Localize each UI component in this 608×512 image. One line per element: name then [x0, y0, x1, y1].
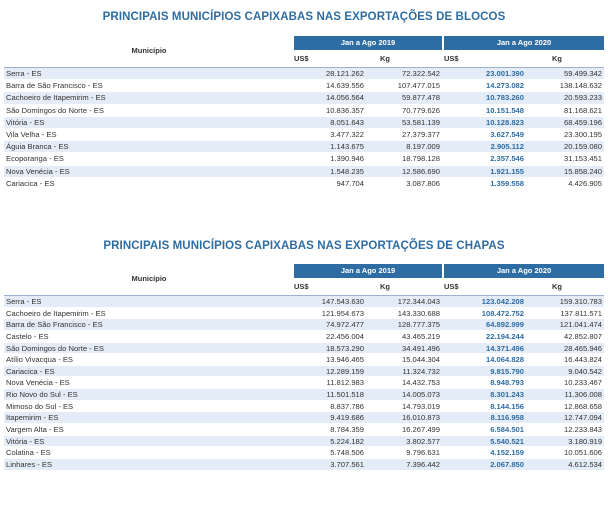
table-row: [4, 331, 604, 343]
cell-kg-2019: 8.197.009: [406, 142, 440, 152]
cell-usd-2020: 23.001.390: [485, 69, 524, 78]
cell-usd-2020: 22.194.244: [485, 331, 524, 341]
table-title-blocos: PRINCIPAIS MUNICÍPIOS CAPIXABAS NAS EXPORTAÇÕES DE BLOCOS: [102, 11, 506, 23]
cell-kg-2019: 128.777.375: [397, 320, 440, 330]
cell-usd-2020: 64.892.999: [485, 320, 524, 330]
cell-municipio: Serra - ES: [6, 69, 42, 78]
cell-municipio: Cariacica - ES: [6, 366, 55, 376]
cell-kg-2020: 10.051.606: [563, 448, 602, 458]
cell-usd-2019: 28.121.262: [325, 69, 364, 78]
cell-kg-2019: 11.324.732: [402, 366, 440, 376]
cell-usd-2020: 14.064.828: [485, 355, 524, 365]
table-row: [4, 436, 604, 448]
cell-usd-2019: 1.143.675: [330, 142, 364, 152]
cell-municipio: Nova Venécia - ES: [6, 166, 70, 176]
cell-kg-2019: 143.330.688: [397, 308, 440, 318]
table-row: [4, 92, 604, 104]
cell-kg-2019: 14.005.073: [401, 390, 440, 400]
cell-usd-2020: 10.783.260: [485, 93, 524, 103]
cell-kg-2019: 53.581.139: [401, 117, 440, 127]
table-row: [4, 447, 604, 459]
cell-usd-2020: 14.371.496: [485, 343, 524, 353]
cell-kg-2019: 12.586.690: [401, 166, 440, 176]
cell-kg-2019: 15.044.304: [401, 355, 440, 365]
cell-kg-2019: 18.798.128: [401, 154, 440, 164]
cell-kg-2020: 4.426.905: [568, 178, 602, 188]
cell-usd-2019: 3.477.322: [330, 129, 364, 139]
cell-municipio: Castelo - ES: [6, 331, 49, 341]
cell-usd-2019: 10.836.357: [325, 105, 364, 115]
cell-kg-2020: 121.041.474: [559, 320, 602, 330]
cell-usd-2019: 1.548.235: [330, 166, 364, 176]
cell-usd-2019: 8.051.643: [330, 117, 364, 127]
column-header-municipio: Município: [131, 46, 167, 55]
cell-usd-2020: 8.144.156: [490, 401, 524, 411]
cell-municipio: São Domingos do Norte - ES: [6, 105, 104, 115]
cell-municipio: Cachoeiro de Itapemirim - ES: [6, 93, 106, 103]
cell-municipio: Atílio Vivacqua - ES: [6, 355, 73, 365]
cell-kg-2019: 9.796.631: [406, 448, 440, 458]
table-row: [4, 343, 604, 355]
cell-kg-2020: 15.858.240: [563, 166, 602, 176]
cell-kg-2020: 20.593.233: [563, 93, 602, 103]
cell-kg-2019: 70.779.626: [401, 105, 440, 115]
cell-municipio: Colatina - ES: [6, 448, 51, 458]
cell-usd-2019: 8.784.359: [330, 425, 364, 435]
period-2020-header: Jan a Ago 2020: [444, 264, 604, 278]
cell-usd-2020: 123.042.208: [481, 297, 524, 306]
cell-kg-2020: 28.465.946: [563, 343, 602, 353]
cell-usd-2020: 14.273.082: [485, 81, 524, 91]
cell-municipio: Nova Venécia - ES: [6, 378, 70, 388]
cell-usd-2020: 1.921.155: [490, 166, 524, 176]
cell-usd-2019: 8.837.786: [330, 401, 364, 411]
period-2019-header: Jan a Ago 2019: [294, 36, 442, 50]
cell-usd-2019: 947.704: [336, 178, 364, 188]
cell-usd-2019: 1.390.946: [330, 154, 364, 164]
cell-municipio: Vitória - ES: [6, 436, 45, 446]
table-row: [4, 459, 604, 471]
cell-municipio: Barra de São Francisco - ES: [6, 81, 103, 91]
column-header-row: [4, 46, 604, 68]
cell-kg-2019: 14.432.753: [401, 378, 440, 388]
cell-kg-2020: 137.811.571: [560, 308, 602, 318]
period-2020-header: Jan a Ago 2020: [444, 36, 604, 50]
cell-kg-2020: 23.300.195: [563, 129, 602, 139]
cell-usd-2020: 2.357.546: [490, 154, 524, 164]
cell-usd-2019: 18.573.290: [325, 343, 364, 353]
table-row: [4, 308, 604, 320]
cell-kg-2019: 107.477.015: [397, 81, 440, 91]
cell-usd-2019: 13.946.465: [325, 355, 364, 365]
table-row: [4, 389, 604, 401]
table-chapas: [4, 264, 604, 471]
cell-kg-2019: 172.344.043: [397, 297, 440, 306]
table-row: [4, 153, 604, 165]
table-row: [4, 366, 604, 378]
cell-usd-2019: 3.707.561: [330, 459, 364, 469]
cell-municipio: Itapemirim - ES: [6, 413, 59, 423]
cell-usd-2019: 9.419.686: [330, 413, 364, 423]
cell-kg-2020: 31.153.451: [563, 154, 602, 164]
table-row: [4, 296, 604, 308]
cell-municipio: Ecoporanga - ES: [6, 154, 64, 164]
cell-usd-2020: 8.301.243: [490, 390, 524, 400]
table-row: [4, 354, 604, 366]
cell-usd-2020: 5.540.521: [490, 436, 524, 446]
table-body: [4, 296, 604, 471]
cell-kg-2020: 68.459.196: [563, 117, 602, 127]
table-row: [4, 178, 604, 190]
cell-kg-2020: 12.868.658: [563, 401, 602, 411]
cell-municipio: Barra de São Francisco - ES: [6, 320, 103, 330]
table-row: [4, 129, 604, 141]
table-row: [4, 141, 604, 153]
table-title-chapas: PRINCIPAIS MUNICÍPIOS CAPIXABAS NAS EXPORTAÇÕES DE CHAPAS: [103, 240, 505, 252]
cell-kg-2020: 12.233.843: [563, 425, 602, 435]
cell-municipio: Vargem Alta - ES: [6, 425, 64, 435]
cell-usd-2020: 2.067.850: [490, 459, 524, 469]
cell-usd-2020: 8.116.958: [490, 413, 524, 423]
cell-kg-2019: 14.793.019: [401, 401, 440, 411]
cell-usd-2019: 14.639.556: [325, 81, 364, 91]
column-header-municipio: Município: [131, 274, 167, 283]
cell-municipio: Águia Branca - ES: [6, 142, 69, 152]
cell-kg-2020: 12.747.094: [563, 413, 602, 423]
cell-kg-2020: 4.612.534: [568, 459, 602, 469]
cell-usd-2019: 5.224.182: [330, 436, 364, 446]
cell-usd-2020: 10.128.823: [485, 117, 524, 127]
cell-usd-2020: 8.948.793: [490, 378, 524, 388]
cell-usd-2020: 6.584.501: [490, 425, 524, 435]
cell-usd-2020: 4.152.159: [490, 448, 524, 458]
cell-kg-2020: 159.310.783: [559, 297, 602, 306]
cell-municipio: Serra - ES: [6, 297, 42, 306]
cell-kg-2019: 3.087.806: [406, 178, 440, 188]
cell-usd-2020: 9.815.790: [490, 366, 524, 376]
column-header-kg-2019: Kg: [380, 54, 390, 63]
table-row: [4, 166, 604, 178]
column-header-usd-2020: US$: [444, 54, 459, 63]
cell-kg-2019: 72.322.542: [401, 69, 440, 78]
table-row: [4, 424, 604, 436]
column-header-kg-2019: Kg: [380, 282, 390, 291]
cell-kg-2019: 16.010.873: [401, 413, 440, 423]
cell-usd-2019: 22.456.004: [325, 331, 364, 341]
cell-usd-2019: 147.543.630: [321, 297, 364, 306]
cell-municipio: Rio Novo do Sul - ES: [6, 390, 78, 400]
cell-kg-2019: 34.491.496: [401, 343, 440, 353]
cell-usd-2019: 121.954.673: [321, 308, 364, 318]
cell-municipio: Vitória - ES: [6, 117, 45, 127]
table-row: [4, 80, 604, 92]
column-header-usd-2019: US$: [294, 54, 309, 63]
cell-usd-2019: 14.056.564: [325, 93, 364, 103]
cell-kg-2019: 7.396.442: [406, 459, 440, 469]
cell-usd-2020: 108.472.752: [481, 308, 524, 318]
cell-usd-2020: 3.627.549: [490, 129, 524, 139]
cell-kg-2019: 3.802.577: [406, 436, 440, 446]
cell-municipio: Cariacica - ES: [6, 178, 55, 188]
cell-kg-2019: 16.267.499: [401, 425, 440, 435]
column-header-usd-2019: US$: [294, 282, 309, 291]
table-row: [4, 319, 604, 331]
cell-usd-2020: 1.359.558: [490, 178, 524, 188]
column-header-kg-2020: Kg: [552, 282, 562, 291]
column-header-row: [4, 274, 604, 296]
table-row: [4, 377, 604, 389]
cell-usd-2019: 12.289.159: [325, 366, 364, 376]
cell-kg-2020: 11.306.008: [564, 390, 602, 400]
cell-municipio: Cachoeiro de Itapemirim - ES: [6, 308, 106, 318]
cell-usd-2019: 74.972.477: [325, 320, 364, 330]
cell-kg-2020: 42.852.807: [563, 331, 602, 341]
cell-municipio: São Domingos do Norte - ES: [6, 343, 104, 353]
table-blocos: [4, 36, 604, 190]
cell-kg-2020: 138.148.632: [559, 81, 602, 91]
cell-kg-2020: 81.168.621: [563, 105, 602, 115]
cell-usd-2019: 11.501.518: [326, 390, 364, 400]
table-row: [4, 412, 604, 424]
cell-kg-2020: 9.040.542: [568, 366, 602, 376]
cell-kg-2020: 3.180.919: [568, 436, 602, 446]
period-2019-header: Jan a Ago 2019: [294, 264, 442, 278]
cell-usd-2019: 11.812.983: [326, 378, 364, 388]
table-row: [4, 105, 604, 117]
cell-kg-2020: 59.499.342: [563, 69, 602, 78]
cell-kg-2020: 10.233.467: [563, 378, 602, 388]
column-header-kg-2020: Kg: [552, 54, 562, 63]
cell-kg-2020: 20.159.080: [563, 142, 602, 152]
cell-usd-2019: 5.748.506: [330, 448, 364, 458]
cell-municipio: Mimoso do Sul - ES: [6, 401, 74, 411]
table-body: [4, 68, 604, 190]
cell-municipio: Vila Velha - ES: [6, 129, 57, 139]
cell-kg-2019: 59.877.478: [401, 93, 440, 103]
cell-usd-2020: 2.905.112: [490, 142, 524, 152]
cell-usd-2020: 10.151.548: [485, 105, 524, 115]
table-row: [4, 117, 604, 129]
table-row: [4, 401, 604, 413]
cell-kg-2019: 27.379.377: [401, 129, 440, 139]
table-row: [4, 68, 604, 80]
cell-municipio: Linhares - ES: [6, 459, 53, 469]
cell-kg-2019: 43.465.219: [401, 331, 440, 341]
cell-kg-2020: 16.443.824: [563, 355, 602, 365]
column-header-usd-2020: US$: [444, 282, 459, 291]
